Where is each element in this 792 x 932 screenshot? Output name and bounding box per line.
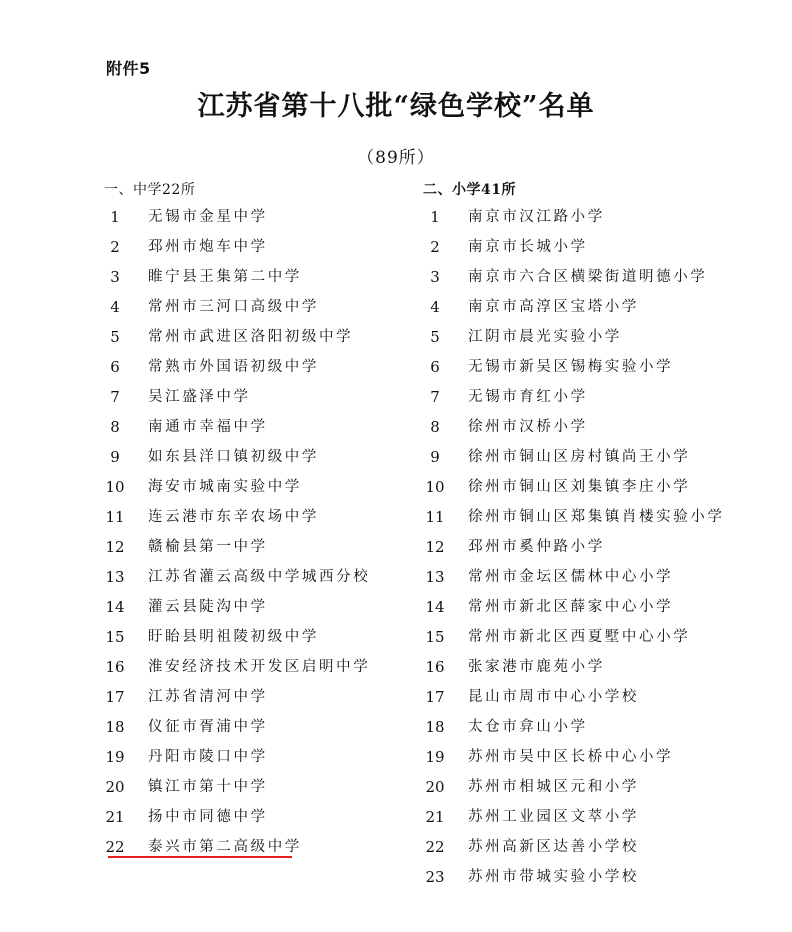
list-item <box>422 742 742 772</box>
list-item <box>422 832 742 862</box>
item-number: 22 <box>425 838 445 856</box>
item-number: 9 <box>430 448 440 466</box>
school-name: 徐州市铜山区房村镇尚王小学 <box>468 449 691 465</box>
list-item <box>102 202 402 232</box>
item-number: 4 <box>110 298 120 316</box>
school-name: 淮安经济技术开发区启明中学 <box>148 659 371 675</box>
list-item <box>422 322 742 352</box>
school-name: 徐州市铜山区刘集镇李庄小学 <box>468 479 691 495</box>
list-item <box>102 502 402 532</box>
item-number: 18 <box>105 718 125 736</box>
list-item <box>422 622 742 652</box>
item-number: 22 <box>105 838 125 856</box>
list-item <box>422 862 742 892</box>
school-name: 太仓市弇山小学 <box>468 719 588 735</box>
school-name: 丹阳市陵口中学 <box>148 749 268 765</box>
school-name: 苏州高新区达善小学校 <box>468 839 639 855</box>
school-name: 南京市高淳区宝塔小学 <box>468 299 639 315</box>
list-item <box>422 292 742 322</box>
list-item <box>422 562 742 592</box>
list-item <box>422 442 742 472</box>
school-name: 海安市城南实验中学 <box>148 479 302 495</box>
school-name: 苏州工业园区文萃小学 <box>468 809 639 825</box>
item-number: 3 <box>430 268 440 286</box>
item-number: 19 <box>425 748 445 766</box>
item-number: 14 <box>425 598 445 616</box>
item-number: 13 <box>105 568 125 586</box>
item-number: 10 <box>425 478 445 496</box>
list-item <box>102 382 402 412</box>
item-number: 12 <box>425 538 445 556</box>
school-name: 常州市金坛区儒林中心小学 <box>468 569 674 585</box>
primary-schools-heading: 二、小学41所 <box>423 182 516 198</box>
school-name: 常州市三河口高级中学 <box>148 299 319 315</box>
item-number: 21 <box>105 808 125 826</box>
school-name: 扬中市同德中学 <box>148 809 268 825</box>
school-name: 南通市幸福中学 <box>148 419 268 435</box>
item-number: 23 <box>425 868 445 886</box>
item-number: 2 <box>430 238 440 256</box>
school-name: 镇江市第十中学 <box>148 779 268 795</box>
school-name: 徐州市铜山区郑集镇肖楼实验小学 <box>468 509 725 525</box>
item-number: 8 <box>110 418 120 436</box>
school-name: 睢宁县王集第二中学 <box>148 269 302 285</box>
school-name: 盱眙县明祖陵初级中学 <box>148 629 319 645</box>
primary-schools-list <box>422 202 742 892</box>
list-item <box>102 622 402 652</box>
school-name: 南京市长城小学 <box>468 239 588 255</box>
item-number: 17 <box>105 688 125 706</box>
school-name: 如东县洋口镇初级中学 <box>148 449 319 465</box>
list-item <box>422 262 742 292</box>
school-name: 徐州市汉桥小学 <box>468 419 588 435</box>
item-number: 20 <box>425 778 445 796</box>
middle-schools-heading: 一、中学22所 <box>104 182 196 198</box>
list-item <box>422 652 742 682</box>
item-number: 4 <box>430 298 440 316</box>
item-number: 1 <box>430 208 440 226</box>
list-item <box>102 742 402 772</box>
red-underline <box>108 856 292 858</box>
school-name: 泰兴市第二高级中学 <box>148 839 302 855</box>
total-count: （89所） <box>357 148 435 168</box>
item-number: 20 <box>105 778 125 796</box>
list-item <box>422 802 742 832</box>
item-number: 7 <box>430 388 440 406</box>
list-item <box>102 322 402 352</box>
list-item <box>102 292 402 322</box>
school-name: 南京市六合区横梁街道明德小学 <box>468 269 708 285</box>
school-name: 苏州市带城实验小学校 <box>468 869 639 885</box>
school-name: 邳州市炮车中学 <box>148 239 268 255</box>
school-name: 无锡市金星中学 <box>148 209 268 225</box>
item-number: 1 <box>110 208 120 226</box>
list-item <box>102 232 402 262</box>
list-item <box>102 652 402 682</box>
school-name: 无锡市育红小学 <box>468 389 588 405</box>
school-name: 常州市新北区西夏墅中心小学 <box>468 629 691 645</box>
middle-schools-list <box>102 202 402 862</box>
school-name: 赣榆县第一中学 <box>148 539 268 555</box>
list-item <box>102 712 402 742</box>
list-item <box>422 382 742 412</box>
list-item <box>102 352 402 382</box>
item-number: 5 <box>110 328 120 346</box>
list-item <box>422 202 742 232</box>
list-item <box>102 772 402 802</box>
school-name: 仪征市胥浦中学 <box>148 719 268 735</box>
item-number: 2 <box>110 238 120 256</box>
school-name: 昆山市周市中心小学校 <box>468 689 639 705</box>
item-number: 8 <box>430 418 440 436</box>
item-number: 15 <box>425 628 445 646</box>
school-name: 苏州市相城区元和小学 <box>468 779 639 795</box>
item-number: 13 <box>425 568 445 586</box>
school-name: 南京市汉江路小学 <box>468 209 605 225</box>
item-number: 11 <box>425 508 445 526</box>
item-number: 18 <box>425 718 445 736</box>
school-name: 常州市新北区薛家中心小学 <box>468 599 674 615</box>
list-item <box>102 562 402 592</box>
item-number: 19 <box>105 748 125 766</box>
list-item <box>422 412 742 442</box>
school-name: 灌云县陡沟中学 <box>148 599 268 615</box>
list-item <box>102 472 402 502</box>
school-name: 常熟市外国语初级中学 <box>148 359 319 375</box>
school-name: 江苏省清河中学 <box>148 689 268 705</box>
item-number: 11 <box>105 508 125 526</box>
item-number: 10 <box>105 478 125 496</box>
item-number: 12 <box>105 538 125 556</box>
list-item <box>422 502 742 532</box>
item-number: 7 <box>110 388 120 406</box>
list-item <box>102 412 402 442</box>
item-number: 16 <box>105 658 125 676</box>
list-item <box>102 442 402 472</box>
item-number: 3 <box>110 268 120 286</box>
item-number: 14 <box>105 598 125 616</box>
list-item <box>422 472 742 502</box>
school-name: 邳州市奚仲路小学 <box>468 539 605 555</box>
school-name: 江阴市晨光实验小学 <box>468 329 622 345</box>
list-item <box>102 682 402 712</box>
list-item <box>422 532 742 562</box>
item-number: 21 <box>425 808 445 826</box>
item-number: 15 <box>105 628 125 646</box>
school-name: 连云港市东辛农场中学 <box>148 509 319 525</box>
list-item <box>422 232 742 262</box>
item-number: 17 <box>425 688 445 706</box>
page-title: 江苏省第十八批“绿色学校”名单 <box>197 91 595 122</box>
list-item <box>102 592 402 622</box>
school-name: 吴江盛泽中学 <box>148 389 251 405</box>
item-number: 6 <box>110 358 120 376</box>
school-name: 张家港市鹿苑小学 <box>468 659 605 675</box>
item-number: 16 <box>425 658 445 676</box>
list-item <box>102 532 402 562</box>
school-name: 常州市武进区洛阳初级中学 <box>148 329 354 345</box>
item-number: 6 <box>430 358 440 376</box>
list-item <box>422 772 742 802</box>
list-item <box>422 352 742 382</box>
school-name: 无锡市新吴区锡梅实验小学 <box>468 359 674 375</box>
list-item <box>102 802 402 832</box>
list-item <box>422 592 742 622</box>
item-number: 5 <box>430 328 440 346</box>
item-number: 9 <box>110 448 120 466</box>
list-item <box>102 262 402 292</box>
school-name: 江苏省灌云高级中学城西分校 <box>148 569 371 585</box>
list-item <box>422 682 742 712</box>
school-name: 苏州市吴中区长桥中心小学 <box>468 749 674 765</box>
attachment-label: 附件5 <box>106 59 151 78</box>
list-item <box>422 712 742 742</box>
